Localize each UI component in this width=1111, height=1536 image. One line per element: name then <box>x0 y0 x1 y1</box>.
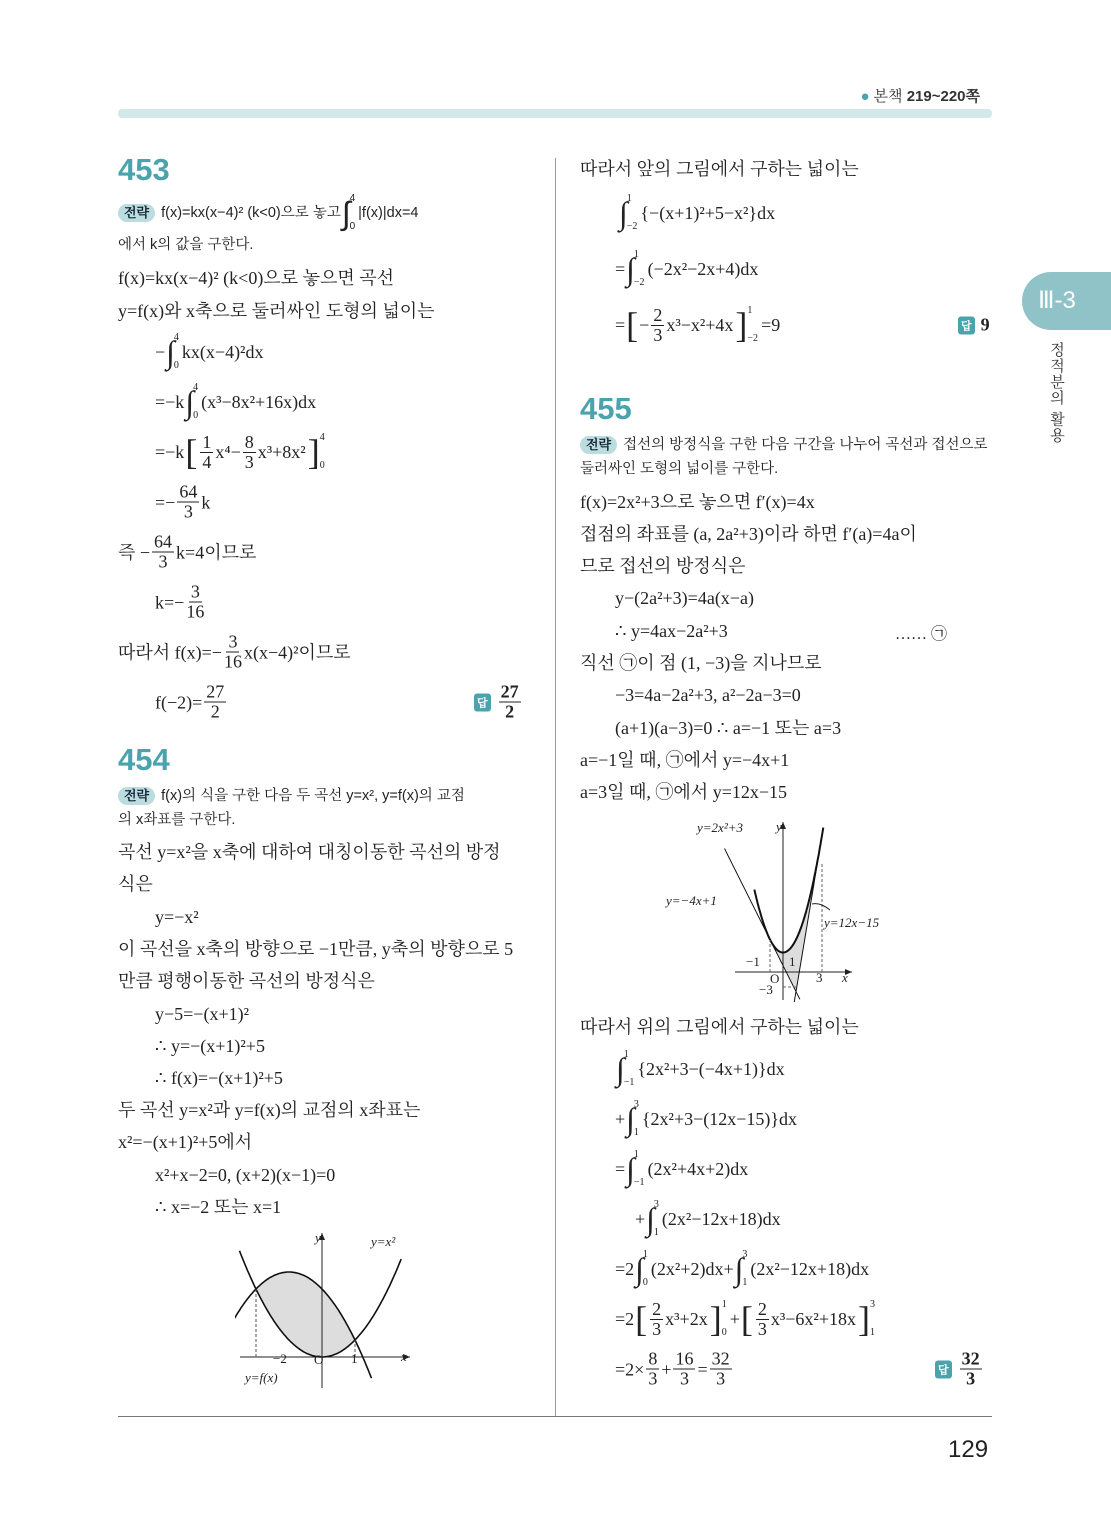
evaluation-bracket <box>709 1299 729 1339</box>
math-text: (2x²+2)dx+ <box>650 1259 734 1279</box>
answer-badge <box>474 683 523 722</box>
math-text: =−k <box>155 442 185 462</box>
math-text: x³+2x <box>665 1309 708 1329</box>
book-label: 본책 <box>873 88 903 105</box>
solution-line <box>118 234 253 256</box>
upper-limit: 1 <box>642 1249 648 1260</box>
solution-line <box>118 1099 420 1121</box>
upper-limit: 1 <box>633 249 639 260</box>
tangent1-label: y=−4x+1 <box>666 893 717 908</box>
math-text: 즉 − <box>118 542 151 562</box>
lower-limit: 0 <box>173 360 179 371</box>
integral <box>626 249 646 289</box>
integral-limits <box>627 193 638 233</box>
fraction <box>756 1300 769 1339</box>
fraction <box>177 483 199 522</box>
solution-line <box>155 583 206 622</box>
lower-limit: 0 <box>721 1327 727 1338</box>
math-text: f(−2)= <box>155 692 203 712</box>
upper-limit: 3 <box>633 1099 639 1110</box>
evaluation-bracket <box>734 305 760 345</box>
math-text: = <box>615 259 626 279</box>
denominator: 3 <box>648 1368 658 1389</box>
footer-rule <box>118 1416 992 1417</box>
tick-label: 1 <box>351 1351 358 1366</box>
math-text: 따라서 f(x)=− <box>118 642 222 662</box>
answer-tag: 답 <box>958 316 975 334</box>
integral <box>616 1049 636 1089</box>
evaluation-bracket <box>857 1299 877 1339</box>
answer-tag: 답 <box>935 1360 952 1378</box>
numerator: 3 <box>228 631 238 652</box>
chapter-tab: Ⅲ-3 <box>1022 272 1111 330</box>
answer-badge <box>958 315 990 336</box>
upper-limit: 1 <box>633 1149 639 1160</box>
solution-line <box>155 332 263 372</box>
integral-sign: ∫ <box>635 1251 644 1287</box>
solution-line <box>615 684 801 706</box>
tangent-line-1 <box>725 849 800 1000</box>
denominator: 3 <box>158 551 168 572</box>
solution-line <box>118 970 375 992</box>
math-text: y−5=−(x+1)² <box>155 1004 249 1024</box>
math-text: 따라서 위의 그림에서 구하는 넓이는 <box>580 1017 859 1037</box>
integral <box>185 382 200 422</box>
integral-sign: ∫ <box>166 334 175 370</box>
math-text: =2 <box>615 1309 635 1329</box>
lower-limit: 1 <box>869 1327 875 1338</box>
numerator: 8 <box>244 431 254 452</box>
denominator: 2 <box>505 701 515 722</box>
solution-line <box>615 305 780 345</box>
integral-limits <box>742 1249 747 1289</box>
curve2-label: y=f(x) <box>245 1370 278 1385</box>
lower-limit: 1 <box>742 1277 748 1288</box>
numerator: 2 <box>653 304 663 325</box>
math-text: {2x²+3−(12x−15)}dx <box>641 1109 798 1129</box>
problem-number-455: 455 <box>580 391 632 426</box>
origin-label: O <box>314 1352 324 1367</box>
denominator: 3 <box>757 1318 767 1339</box>
lower-limit: −1 <box>633 1177 645 1188</box>
solution-line <box>155 432 328 472</box>
math-text: + <box>661 1359 672 1379</box>
integral-limits <box>624 1049 635 1089</box>
math-text: (x³−8x²+16x)dx <box>201 392 317 412</box>
integral <box>166 332 181 372</box>
solution-line <box>615 1350 734 1389</box>
upper-limit: 1 <box>747 305 753 316</box>
x-label: x <box>401 1349 407 1364</box>
bracket-open: [ <box>185 432 198 472</box>
lower-limit: 0 <box>319 460 325 471</box>
bracket-open: [ <box>635 1299 648 1339</box>
math-text: 곡선 y=x²을 x축에 대하여 대칭이동한 곡선의 방정 <box>118 842 501 862</box>
solution-line <box>118 809 235 831</box>
integral-limits <box>643 1249 648 1289</box>
integral-limits <box>350 193 356 233</box>
math-text: (2x²−12x+18)dx <box>750 1259 870 1279</box>
math-text: 만큼 평행이동한 곡선의 방정식은 <box>118 971 375 991</box>
tick-label: −3 <box>759 982 773 997</box>
bracket-close: ] <box>307 432 320 472</box>
bracket-open: [ <box>626 305 639 345</box>
solution-line <box>580 158 859 180</box>
fraction <box>200 433 213 472</box>
math-text: {2x²+3−(−4x+1)}dx <box>637 1059 785 1079</box>
integral-sign: ∫ <box>734 1251 744 1287</box>
fraction <box>152 533 174 572</box>
math-text: (−2x²−2x+4)dx <box>647 259 759 279</box>
math-text: y=f(x)와 x축으로 둘러싸인 도형의 넓이는 <box>118 301 435 321</box>
math-text: 식은 <box>118 874 153 894</box>
math-text: 의 x좌표를 구한다. <box>118 812 236 828</box>
evaluation-bracket <box>307 432 327 472</box>
y-label: y <box>776 819 782 834</box>
numerator: 64 <box>154 531 173 552</box>
math-text: a=−1일 때, ㉠에서 y=−4x+1 <box>580 750 790 770</box>
math-text: 므로 접선의 방정식은 <box>580 556 746 576</box>
bracket-close: ] <box>735 305 748 345</box>
math-text: (2x²+4x+2)dx <box>647 1159 749 1179</box>
upper-limit: 1 <box>623 1049 629 1060</box>
bracket-open: [ <box>740 1299 753 1339</box>
math-text: 접선의 방정식을 구한 다음 구간을 나누어 곡선과 접선으로 <box>623 437 988 453</box>
math-text: ∴ x=−2 또는 x=1 <box>155 1197 282 1217</box>
solution-line <box>155 1067 283 1089</box>
lower-limit: 0 <box>349 221 356 232</box>
answer-tag: 답 <box>474 693 491 711</box>
solution-line <box>580 555 746 577</box>
integral <box>626 1149 646 1189</box>
math-text: ∴ y=4ax−2a²+3 <box>615 621 728 641</box>
solution-line <box>155 382 316 422</box>
solution-line <box>615 620 728 642</box>
math-text: 둘러싸인 도형의 넓이를 구한다. <box>580 461 779 477</box>
denominator: 16 <box>223 651 242 672</box>
integral <box>619 193 639 233</box>
shaded-region <box>256 1272 355 1357</box>
math-text: ∴ y=−(x+1)²+5 <box>155 1036 265 1056</box>
integral-sign: ∫ <box>626 1101 635 1137</box>
upper-limit: 1 <box>626 193 632 204</box>
denominator: 3 <box>716 1368 726 1389</box>
bracket-limits <box>747 305 758 345</box>
strategy-line <box>118 785 465 807</box>
integral-sign: ∫ <box>616 1051 625 1087</box>
lower-limit: −1 <box>623 1077 635 1088</box>
fraction <box>646 1350 659 1389</box>
math-text: kx(x−4)²dx <box>181 342 264 362</box>
fraction <box>673 1350 695 1389</box>
solution-line <box>615 1249 869 1289</box>
solution-line <box>580 523 917 545</box>
math-text: − <box>639 315 650 335</box>
tangent2-label: y=12x−15 <box>824 915 880 930</box>
numerator: 2 <box>652 1298 662 1319</box>
math-text: ∴ f(x)=−(x+1)²+5 <box>155 1068 283 1088</box>
strategy-badge: 전략 <box>118 204 155 222</box>
bracket-limits <box>870 1299 875 1339</box>
math-text: (2x²−12x+18)dx <box>661 1209 781 1229</box>
math-text: f(x)=kx(x−4)² (k<0)으로 놓고 <box>161 205 341 221</box>
chapter-title: 정적분의 활용 <box>1048 342 1065 444</box>
integral-sign: ∫ <box>185 384 195 420</box>
denominator: 3 <box>652 1318 662 1339</box>
math-text: |f(x)|dx=4 <box>358 205 419 221</box>
math-text: x²=−(x+1)²+5에서 <box>118 1132 253 1152</box>
lower-limit: 1 <box>653 1227 659 1238</box>
strategy-line <box>118 193 418 233</box>
page-number: 129 <box>948 1436 989 1463</box>
fraction <box>499 683 521 722</box>
solution-line <box>155 683 228 722</box>
math-text: 이 곡선을 x축의 방향으로 −1만큼, y축의 방향으로 5 <box>118 939 514 959</box>
tick-label: 3 <box>816 970 823 985</box>
solution-line <box>615 1099 797 1139</box>
math-text: (a+1)(a−3)=0 ∴ a=−1 또는 a=3 <box>615 718 842 738</box>
strategy-badge: 전략 <box>118 787 155 805</box>
fraction <box>710 1350 732 1389</box>
solution-line <box>615 1149 748 1189</box>
math-text: a=3일 때, ㉠에서 y=12x−15 <box>580 782 787 802</box>
lower-limit: −2 <box>626 221 638 232</box>
integral-limits <box>193 382 198 422</box>
graph-454 <box>235 1228 415 1393</box>
integral-limits <box>654 1199 659 1239</box>
math-text: x⁴− <box>215 442 241 462</box>
strategy-line <box>580 434 988 456</box>
math-text: y=−x² <box>155 907 199 927</box>
answer-badge <box>935 1350 984 1389</box>
math-text: k=− <box>155 592 185 612</box>
shaded-region <box>770 836 822 992</box>
origin-label: O <box>770 971 780 986</box>
math-text: −3=4a−2a²+3, a²−2a−3=0 <box>615 685 801 705</box>
integral-sign: ∫ <box>626 251 635 287</box>
integral-sign: ∫ <box>619 195 628 231</box>
tick-label: 1 <box>789 954 796 969</box>
problem-number-454: 454 <box>118 742 170 777</box>
solution-line <box>615 587 754 609</box>
math-text: + <box>615 1109 626 1129</box>
integral <box>635 1249 650 1289</box>
math-text: =− <box>155 492 176 512</box>
math-text: =−k <box>155 392 185 412</box>
math-text: 에서 k의 값을 구한다. <box>118 237 254 253</box>
numerator: 8 <box>648 1348 658 1369</box>
integral <box>646 1199 661 1239</box>
integral <box>735 1249 750 1289</box>
upper-limit: 4 <box>349 193 356 204</box>
fraction <box>651 306 664 345</box>
integral-sign: ∫ <box>626 1151 635 1187</box>
upper-limit: 1 <box>721 1299 727 1310</box>
math-text: 9 <box>980 314 990 335</box>
upper-limit: 4 <box>173 332 179 343</box>
bracket-close: ] <box>857 1299 870 1339</box>
tick-label: −2 <box>273 1351 287 1366</box>
denominator: 2 <box>210 701 220 722</box>
integral-limits <box>174 332 179 372</box>
math-text: x³−6x²+18x <box>770 1309 856 1329</box>
upper-limit: 3 <box>653 1199 659 1210</box>
tick-label: −1 <box>746 954 760 969</box>
numerator: 1 <box>202 431 212 452</box>
numerator: 3 <box>190 581 200 602</box>
solution-line <box>155 1164 335 1186</box>
math-text: k=4이므로 <box>176 542 257 562</box>
solution-line <box>155 906 199 928</box>
integral-limits <box>634 249 645 289</box>
numerator: 64 <box>179 481 198 502</box>
denominator: 3 <box>966 1368 976 1389</box>
numerator: 2 <box>757 1298 767 1319</box>
math-text: + <box>635 1209 646 1229</box>
math-text: = <box>615 315 626 335</box>
math-text: x³−x²+4x <box>666 315 734 335</box>
upper-limit: 3 <box>869 1299 875 1310</box>
bracket-close: ] <box>709 1299 722 1339</box>
math-text: y−(2a²+3)=4a(x−a) <box>615 588 754 608</box>
page-range: 219~220쪽 <box>906 88 980 105</box>
math-text: k <box>201 492 211 512</box>
strategy-badge: 전략 <box>580 436 617 454</box>
denominator: 16 <box>186 601 205 622</box>
integral-limits <box>634 1099 639 1139</box>
solution-line <box>118 300 435 322</box>
solution-line <box>580 652 822 674</box>
solution-line <box>580 781 787 803</box>
integral-sign: ∫ <box>341 195 351 231</box>
math-text: 직선 ㉠이 점 (1, −3)을 지나므로 <box>580 653 822 673</box>
solution-line <box>155 1035 265 1057</box>
math-text: − <box>155 342 166 362</box>
math-text: 두 곡선 y=x²과 y=f(x)의 교점의 x좌표는 <box>118 1100 421 1120</box>
numerator: 27 <box>206 681 225 702</box>
math-text: f(x)=2x²+3으로 놓으면 f′(x)=4x <box>580 492 815 512</box>
fraction <box>204 683 226 722</box>
solution-line <box>615 717 841 739</box>
denominator: 3 <box>244 451 254 472</box>
solution-line <box>635 1199 781 1239</box>
math-text: = <box>615 1159 626 1179</box>
header-band <box>118 109 992 118</box>
solution-line <box>615 1049 785 1089</box>
numerator: 16 <box>675 1348 694 1369</box>
fraction <box>186 583 204 622</box>
x-label: x <box>842 970 848 985</box>
problem-number-453: 453 <box>118 152 170 187</box>
solution-line <box>618 193 775 233</box>
lower-limit: −2 <box>747 333 759 344</box>
integral <box>342 193 357 233</box>
curve1-label: y=x² <box>371 1234 396 1249</box>
math-text: x(x−4)²이므로 <box>243 642 351 662</box>
solution-line <box>118 533 256 572</box>
math-text: 접점의 좌표를 (a, 2a²+3)이라 하면 f′(a)=4a이 <box>580 524 917 544</box>
solution-line <box>118 938 513 960</box>
curve-label: y=2x²+3 <box>697 820 743 835</box>
bracket-limits <box>320 432 325 472</box>
numerator: 27 <box>500 681 519 702</box>
solution-line <box>580 1016 859 1038</box>
math-text: =9 <box>761 315 781 335</box>
math-text: + <box>729 1309 740 1329</box>
label-pointer <box>812 904 830 910</box>
solution-line <box>118 633 351 672</box>
solution-line <box>580 491 815 513</box>
denominator: 3 <box>653 324 663 345</box>
solution-line <box>580 749 789 771</box>
solution-line <box>615 1299 878 1339</box>
column-divider <box>555 158 556 1416</box>
solution-line <box>615 249 758 289</box>
solution-line <box>155 1003 249 1025</box>
y-label: y <box>315 1230 321 1245</box>
denominator: 4 <box>202 451 212 472</box>
bracket-limits <box>722 1299 727 1339</box>
solution-line <box>155 483 210 522</box>
fraction <box>650 1300 663 1339</box>
denominator: 3 <box>679 1368 689 1389</box>
upper-limit: 4 <box>193 382 199 393</box>
math-text: x²+x−2=0, (x+2)(x−1)=0 <box>155 1165 336 1185</box>
solution-line <box>118 873 153 895</box>
math-text: x³+8x² <box>257 442 306 462</box>
math-text: {−(x+1)²+5−x²}dx <box>640 203 776 223</box>
fraction <box>224 633 242 672</box>
page-header <box>860 85 980 106</box>
lower-limit: 0 <box>193 410 199 421</box>
fraction <box>243 433 256 472</box>
solution-line <box>155 1196 281 1218</box>
equation-marker: …… ㉠ <box>895 626 948 643</box>
numerator: 32 <box>961 1348 980 1369</box>
math-text: =2 <box>615 1259 635 1279</box>
numerator: 32 <box>711 1348 730 1369</box>
math-text: f(x)=kx(x−4)² (k<0)으로 놓으면 곡선 <box>118 268 395 288</box>
integral-limits <box>634 1149 645 1189</box>
bullet: ● <box>860 88 870 105</box>
solution-line <box>118 841 501 863</box>
math-text: 따라서 앞의 그림에서 구하는 넓이는 <box>580 159 859 179</box>
denominator: 3 <box>183 501 193 522</box>
upper-limit: 3 <box>742 1249 748 1260</box>
solution-line <box>118 267 394 289</box>
lower-limit: 0 <box>642 1277 648 1288</box>
lower-limit: 1 <box>633 1127 639 1138</box>
lower-limit: −2 <box>633 277 645 288</box>
integral-sign: ∫ <box>646 1201 655 1237</box>
solution-line <box>580 458 778 480</box>
solution-line <box>118 1131 252 1153</box>
graph-455 <box>660 812 920 1002</box>
math-text: = <box>697 1359 708 1379</box>
integral <box>626 1099 641 1139</box>
math-text: =2× <box>615 1359 645 1379</box>
math-text: f(x)의 식을 구한 다음 두 곡선 y=x², y=f(x)의 교점 <box>161 788 465 804</box>
upper-limit: 4 <box>319 432 325 443</box>
fraction <box>960 1350 982 1389</box>
